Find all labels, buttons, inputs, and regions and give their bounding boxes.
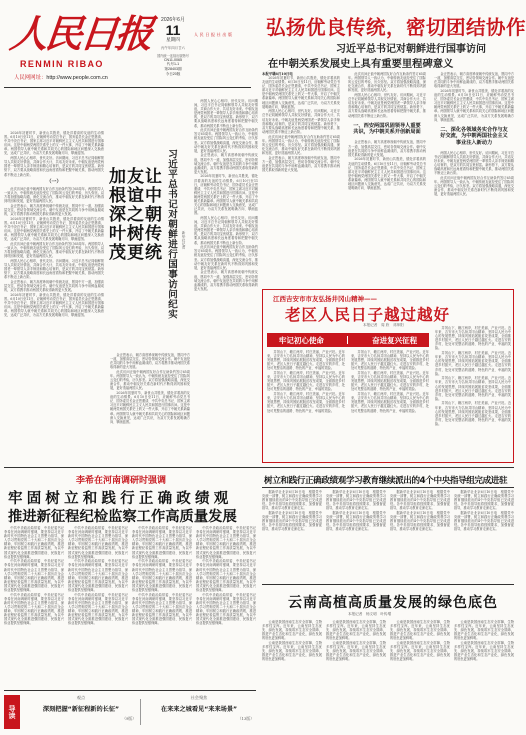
boxed-paragraph-8: 井冈山下，赣江两岸，村庄美丽，产业兴旺。近年来，吉安市大力弘扬井冈山精神，坚持以人民为中心的发展思想，持续巩固拓展脱贫攻坚成果，全面推进乡村振兴，老区人民日子越过越红火。走进吉安的乡村，处处可见整洁的道路、特色的产业、幸福的笑脸。 [435, 351, 511, 376]
website-link[interactable]: http://www.people.com.cn [46, 75, 108, 81]
boxed-col-b [351, 350, 429, 460]
lead-paragraph-9: 金正恩表示，朝方高度珍视朝中传统友谊，愿同中方一道，加强高层交往，密切各领域交流合作。朝中友谊是在共同的斗争中用鲜血凝成的，双方将携手推动两国关系取得新的更大发展。 [434, 72, 514, 89]
feature-title-line-1: 让中朝传统 [141, 167, 161, 262]
feature-paragraph-16: 金正恩表示，朝方高度珍视朝中传统友谊，愿同中方一道，加强高层交往，密切各领域交流合作。朝中友谊是在共同的斗争中用鲜血凝成的，双方将携手推动两国关系取得新的更大发展。 [194, 270, 258, 291]
bottom-left-title-2[interactable]: 推进新征程纪检监察工作高质量发展 [8, 509, 237, 525]
feature-paragraph-15: 此次访问正值中朝两国友好合作互助条约签订65周年。两国领导人一致认为，中朝传统友谊经受住了国际风云变幻的考验，历久弥坚。双方将加强战略沟通，深化交流合作，推动中朝友好关系在新时代不断得到巩固和发展，更好造福两国人民。 [194, 245, 258, 270]
bottom-right-article [262, 470, 514, 580]
guide-item-2-page: （13版） [237, 716, 254, 721]
bottom-right-paragraph-1: 据新华社北京6月10日电 根据党中央统一部署，树立和践行正确政绩观学习教育继续派出的4个中央指导组已完成进驻。各中央指导组将按照要求，加强督促指导，推动学习教育走深走实。 [262, 490, 322, 511]
yunnan-col-a [262, 620, 322, 732]
bottom-right-paragraph-7: 据新华社北京6月10日电 根据党中央统一部署，树立和践行正确政绩观学习教育继续派出的4个中央指导组已完成进驻。各中央指导组将按照要求，加强督促指导，推动学习教育走深走实。 [454, 490, 514, 511]
boxed-feature [262, 289, 514, 463]
feature-paragraph-12: 金正恩表示，朝方高度珍视朝中传统友谊，愿同中方一道，加强高层交往，密切各领域交流合作。朝中友谊是在共同的斗争中用鲜血凝成的，双方将携手推动两国关系取得新的更大发展。 [194, 153, 258, 174]
lead-paragraph-2: 两国人民心心相印，世代友好。访问期间，习近平总书记同朝鲜领导人共叙友好情谊，共商合作大计，共话友好未来。中朝友谊是两党两国老一辈领导人亲手缔造和精心培育的，是双方的共同宝贵财富。新形势下，双方要从战略高度和长远角度看待和把握中朝关系，推动两国关系不断迈上新台阶。 [262, 109, 340, 134]
yunnan-paragraph-1: 云南是我国西南生态安全屏障，生物多样性宝库。近年来，云南坚持生态优先、绿色发展，持续筑牢生态安全屏障，推进产业生态化和生态产业化，绿色发展的底色更加鲜明。 [262, 620, 322, 641]
feature-title-line-3: 加根深叶茂 [105, 167, 125, 262]
lead-paragraph-7: 金正恩表示，朝方高度珍视朝中传统友谊，愿同中方一道，加强高层交往，密切各领域交流合作。朝中友谊是在共同的斗争中用鲜血凝成的，双方将携手推动两国关系取得新的更大发展。 [348, 140, 426, 157]
feature-paragraph-3: 此次访问正值中朝两国友好合作互助条约签订65周年。两国领导人一致认为，中朝传统友谊经受住了国际风云变幻的考验，历久弥坚。双方将加强战略沟通，深化交流合作，推动中朝友好关系在新时代不断得到巩固和发展，更好造福两国人民。 [4, 186, 104, 203]
feature-block [4, 91, 259, 461]
website-label: 人民网网址： [14, 75, 47, 81]
date-month: 2026年6月 [161, 17, 185, 23]
website-url [14, 73, 108, 81]
bottom-right-title[interactable]: 树立和践行正确政绩观学习教育继续派出的4个中央指导组完成进驻 [264, 476, 508, 486]
lunar-date: 丙午年四月廿六 [161, 46, 185, 50]
section-heading-1: 一、西安两国巩固领导人重要共识，为中朝关系开创新局面 [353, 122, 421, 136]
lead-subtitle-1: 习近平总书记对朝鲜进行国事访问 [336, 44, 486, 55]
lead-subtitle-2: 在中朝关系发展史上具有重要里程碑意义 [268, 58, 454, 70]
bottom-left-paragraph-11: 中共中央政治局常委、中央纪委书记李希在河南调研时强调，要坚持以习近平新时代中国特色社会主义思想为指导，深入学习贯彻党的二十大和二十届历次全会精神，牢固树立和践行正确政绩观，推进新征程纪检监察工作高质量发展，为以中国式现代化全面推进强国建设、民族复兴伟业提供坚强保障。 [196, 559, 256, 592]
feature-title-line-2: 友谊之树更 [123, 167, 143, 262]
yunnan-article [262, 584, 514, 732]
bottom-right-col-a [262, 490, 322, 578]
boxed-paragraph-5: 井冈山下，赣江两岸，村庄美丽，产业兴旺。近年来，吉安市大力弘扬井冈山精神，坚持以人民为中心的发展思想，持续巩固拓展脱贫攻坚成果，全面推进乡村振兴，老区人民日子越过越红火。走进吉安的乡村，处处可见整洁的道路、特色的产业、幸福的笑脸。 [351, 371, 429, 392]
feature-paragraph-14: 两国人民心心相印，世代友好。访问期间，习近平总书记同朝鲜领导人共叙友好情谊，共商合作大计，共话友好未来。中朝友谊是两党两国老一辈领导人亲手缔造和精心培育的，是双方的共同宝贵财富。新形势下，双方要从战略高度和长远角度看待和把握中朝关系，推动两国关系不断迈上新台阶。 [194, 216, 258, 245]
masthead [4, 4, 251, 86]
bottom-left-paragraph-6: 中共中央政治局常委、中央纪委书记李希在河南调研时强调，要坚持以习近平新时代中国特色社会主义思想为指导，深入学习贯彻党的二十大和二十届历次全会精神，牢固树立和践行正确政绩观，推进新征程纪检监察工作高质量发展，为以中国式现代化全面推进强国建设、民族复兴伟业提供坚强保障。 [68, 592, 128, 626]
yunnan-paragraph-8: 云南是我国西南生态安全屏障，生物多样性宝库。近年来，云南坚持生态优先、绿色发展，持续筑牢生态安全屏障，推进产业生态化和生态产业化，绿色发展的底色更加鲜明。 [454, 641, 514, 662]
bottom-left-col-d [196, 526, 256, 688]
feature-paragraph-7: 两国人民心心相印，世代友好。访问期间，习近平总书记同朝鲜领导人共叙友好情谊，共商合作大计，共话友好未来。中朝友谊是两党两国老一辈领导人亲手缔造和精心培育的，是双方的共同宝贵财富。新形势下，双方要从战略高度和长远角度看待和把握中朝关系，推动两国关系不断迈上新台阶。 [4, 258, 104, 280]
section-heading-2: 二、深化各领域务实合作与友好交流，为中朝两国社会主义事业注入新动力 [440, 126, 508, 146]
lead-paragraph-1: 2026年初夏时节，新世山共胜美，德处洋着高的友谊的生动情景。6月10日至11日，应朝鲜劳动党总书记、国务委员长金正恩邀请，中共中央总书记、国家主席习近平对朝鲜民主主义人民共和国进行国事访问。这是中朝两党两国关系史上的又一件大事，开启了中朝关系新篇章。两国领导人就中朝关系和共同关心的国际和地区问题深入交换意见，达成广泛共识，为双方关系发展明确方向、擘画蓝图。 [262, 76, 340, 109]
boxed-paragraph-4: 井冈山下，赣江两岸，村庄美丽，产业兴旺。近年来，吉安市大力弘扬井冈山精神，坚持以人民为中心的发展思想，持续巩固拓展脱贫攻坚成果，全面推进乡村振兴，老区人民日子越过越红火。走进吉安的乡村，处处可见整洁的道路、特色的产业、幸福的笑脸。 [351, 350, 429, 371]
feature-byline-text: 新华社记者 [182, 231, 186, 249]
yunnan-byline: 本报记者 杨文明 叶传增 [348, 612, 392, 616]
feature-paragraph-18: 此次访问正值中朝两国友好合作互助条约签订65周年。两国领导人一致认为，中朝传统友谊经受住了国际风云变幻的考验，历久弥坚。双方将加强战略沟通，深化交流合作，推动中朝友好关系在新时代不断得到巩固和发展，更好造福两国人民。 [110, 369, 190, 391]
banner-left-text: 牢记初心使命 [278, 335, 324, 345]
banner-right-text: 奋进复兴征程 [372, 335, 418, 345]
guide-item-1-tag: 观点 [76, 695, 86, 700]
section-mark: （一） [46, 178, 62, 185]
bottom-right-paragraph-2: 据新华社北京6月10日电 根据党中央统一部署，树立和践行正确政绩观学习教育继续派出的4个中央指导组已完成进驻。各中央指导组将按照要求，加强督促指导，推动学习教育走深走实。 [262, 511, 322, 532]
bottom-left-col-b [68, 526, 128, 688]
boxed-paragraph-6: 井冈山下，赣江两岸，村庄美丽，产业兴旺。近年来，吉安市大力弘扬井冈山精神，坚持以人民为中心的发展思想，持续巩固拓展脱贫攻坚成果，全面推进乡村振兴，老区人民日子越过越红火。走进吉安的乡村，处处可见整洁的道路、特色的产业、幸福的笑脸。 [351, 392, 429, 413]
lead-paragraph-10: 2026年初夏时节，新世山共胜美，德处洋着高的友谊的生动情景。6月10日至11日，应朝鲜劳动党总书记、国务委员长金正恩邀请，中共中央总书记、国家主席习近平对朝鲜民主主义人民共和国进行国事访问。这是中朝两党两国关系史上的又一件大事，开启了中朝关系新篇章。两国领导人就中朝关系和共同关心的国际和地区问题深入交换意见，达成广泛共识，为双方关系发展明确方向、擘画蓝图。 [434, 88, 514, 122]
bottom-left-article [4, 470, 256, 688]
lead-paragraph-4: 金正恩表示，朝方高度珍视朝中传统友谊，愿同中方一道，加强高层交往，密切各领域交流合作。朝中友谊是在共同的斗争中用鲜血凝成的，双方将携手推动两国关系取得新的更大发展。 [262, 155, 340, 172]
guide-item-2[interactable] [144, 695, 254, 729]
logo-pinyin: RENMIN RIBAO [20, 59, 104, 69]
bottom-left-paragraph-12: 中共中央政治局常委、中央纪委书记李希在河南调研时强调，要坚持以习近平新时代中国特色社会主义思想为指导，深入学习贯彻党的二十大和二十届历次全会精神，牢固树立和践行正确政绩观，推进新征程纪检监察工作高质量发展，为以中国式现代化全面推进强国建设、民族复兴伟业提供坚强保障。 [196, 592, 256, 626]
bottom-right-col-d [454, 490, 514, 578]
lead-headline[interactable]: 弘扬优良传统，密切团结协作 [266, 16, 526, 39]
date-weekday: 星期四 [166, 37, 180, 42]
feature-paragraph-17: 金正恩表示，朝方高度珍视朝中传统友谊，愿同中方一道，加强高层交往，密切各领域交流合作。朝中友谊是在共同的斗争中用鲜血凝成的，双方将携手推动两国关系取得新的更大发展。 [110, 353, 190, 370]
bottom-left-paragraph-2: 中共中央政治局常委、中央纪委书记李希在河南调研时强调，要坚持以习近平新时代中国特色社会主义思想为指导，深入学习贯彻党的二十大和二十届历次全会精神，牢固树立和践行正确政绩观，推进新征程纪检监察工作高质量发展，为以中国式现代化全面推进强国建设、民族复兴伟业提供坚强保障。 [4, 559, 64, 592]
bottom-left-paragraph-8: 中共中央政治局常委、中央纪委书记李希在河南调研时强调，要坚持以习近平新时代中国特色社会主义思想为指导，深入学习贯彻党的二十大和二十届历次全会精神，牢固树立和践行正确政绩观，推进新征程纪检监察工作高质量发展，为以中国式现代化全面推进强国建设、民族复兴伟业提供坚强保障。 [132, 559, 192, 592]
bottom-left-paragraph-10: 中共中央政治局常委、中央纪委书记李希在河南调研时强调，要坚持以习近平新时代中国特色社会主义思想为指导，深入学习贯彻党的二十大和二十届历次全会精神，牢固树立和践行正确政绩观，推进新征程纪检监察工作高质量发展，为以中国式现代化全面推进强国建设、民族复兴伟业提供坚强保障。 [196, 526, 256, 559]
lead-col-b [348, 72, 426, 284]
bottom-right-paragraph-3: 据新华社北京6月10日电 根据党中央统一部署，树立和践行正确政绩观学习教育继续派出的4个中央指导组已完成进驻。各中央指导组将按照要求，加强督促指导，推动学习教育走深走实。 [326, 490, 386, 511]
lead-paragraph-8: 2026年初夏时节，新世山共胜美，德处洋着高的友谊的生动情景。6月10日至11日，应朝鲜劳动党总书记、国务委员长金正恩邀请，中共中央总书记、国家主席习近平对朝鲜民主主义人民共和国进行国事访问。这是中朝两党两国关系史上的又一件大事，开启了中朝关系新篇章。两国领导人就中朝关系和共同关心的国际和地区问题深入交换意见，达成广泛共识，为双方关系发展明确方向、擘画蓝图。 [348, 157, 426, 191]
page-count: 今日20版 [165, 72, 181, 76]
yunnan-title[interactable]: 云南高植高质量发展的绿色底色 [288, 595, 498, 611]
issue-number: 第28403期 [164, 67, 182, 71]
issue-code: 代号1-1 [166, 62, 180, 66]
bottom-left-paragraph-9: 中共中央政治局常委、中央纪委书记李希在河南调研时强调，要坚持以习近平新时代中国特色社会主义思想为指导，深入学习贯彻党的二十大和二十届历次全会精神，牢固树立和践行正确政绩观，推进新征程纪检监察工作高质量发展，为以中国式现代化全面推进强国建设、民族复兴伟业提供坚强保障。 [132, 592, 192, 626]
lead-col-c [434, 72, 514, 284]
boxed-paragraph-7: 井冈山下，赣江两岸，村庄美丽，产业兴旺。近年来，吉安市大力弘扬井冈山精神，坚持以人民为中心的发展思想，持续巩固拓展脱贫攻坚成果，全面推进乡村振兴，老区人民日子越过越红火。走进吉安的乡村，处处可见整洁的道路、特色的产业、幸福的笑脸。 [435, 326, 511, 351]
lead-paragraph-6: 两国人民心心相印，世代友好。访问期间，习近平总书记同朝鲜领导人共叙友好情谊，共商合作大计，共话友好未来。中朝友谊是两党两国老一辈领导人亲手缔造和精心培育的，是双方的共同宝贵财富。新形势下，双方要从战略高度和长远角度看待和把握中朝关系，推动两国关系不断迈上新台阶。 [348, 93, 426, 118]
serial-number: CN11-0065 [163, 58, 183, 62]
guide-divider [140, 699, 141, 725]
feature-paragraph-2: 两国人民心心相印，世代友好。访问期间，习近平总书记同朝鲜领导人共叙友好情谊，共商合作大计，共话友好未来。中朝友谊是两党两国老一辈领导人亲手缔造和精心培育的，是双方的共同宝贵财富。新形势下，双方要从战略高度和长远角度看待和把握中朝关系，推动两国关系不断迈上新台阶。 [4, 156, 104, 177]
guide-item-1[interactable] [26, 695, 136, 729]
guide-item-2-tag: 社会聚焦 [190, 695, 208, 700]
date-block [156, 16, 190, 77]
feature-paragraph-8: 金正恩表示，朝方高度珍视朝中传统友谊，愿同中方一道，加强高层交往，密切各领域交流合作。朝中友谊是在共同的斗争中用鲜血凝成的，双方将携手推动两国关系取得新的更大发展。 [4, 279, 104, 292]
feature-paragraph-1: 2026年初夏时节，新世山共胜美，德处洋着高的友谊的生动情景。6月10日至11日，应朝鲜劳动党总书记、国务委员长金正恩邀请，中共中央总书记、国家主席习近平对朝鲜民主主义人民共和国进行国事访问。这是中朝两党两国关系史上的又一件大事，开启了中朝关系新篇章。两国领导人就中朝关系和共同关心的国际和地区问题深入交换意见，达成广泛共识，为双方关系发展明确方向、擘画蓝图。 [4, 131, 104, 156]
feature-paragraph-10: 两国人民心心相印，世代友好。访问期间，习近平总书记同朝鲜领导人共叙友好情谊，共商合作大计，共话友好未来。中朝友谊是两党两国老一辈领导人亲手缔造和精心培育的，是双方的共同宝贵财富。新形势下，双方要从战略高度和长远角度看待和把握中朝关系，推动两国关系不断迈上新台阶。 [194, 99, 258, 128]
date-day: 11 [165, 22, 181, 38]
lead-paragraph-12: 此次访问正值中朝两国友好合作互助条约签订65周年。两国领导人一致认为，中朝传统友谊经受住了国际风云变幻的考验，历久弥坚。双方将加强战略沟通，深化交流合作，推动中朝友好关系在新时代不断得到巩固和发展，更好造福两国人民。 [434, 176, 514, 197]
boxed-col-c [435, 326, 511, 460]
bottom-left-col-a [4, 526, 64, 688]
lead-paragraph-11: 两国人民心心相印，世代友好。访问期间，习近平总书记同朝鲜领导人共叙友好情谊，共商合作大计，共话友好未来。中朝友谊是两党两国老一辈领导人亲手缔造和精心培育的，是双方的共同宝贵财富。新形势下，双方要从战略高度和长远角度看待和把握中朝关系，推动两国关系不断迈上新台阶。 [434, 150, 514, 176]
boxed-title[interactable]: 老区人民日子越过越好 [285, 306, 451, 324]
newspaper-logo: 人民日报 [7, 11, 153, 56]
bottom-right-col-c [390, 490, 450, 578]
feature-side-title: 习近平总书记对朝鲜进行国事访问纪实 [166, 149, 177, 319]
yunnan-col-d [454, 620, 514, 732]
bottom-left-paragraph-4: 中共中央政治局常委、中央纪委书记李希在河南调研时强调，要坚持以习近平新时代中国特色社会主义思想为指导，深入学习贯彻党的二十大和二十届历次全会精神，牢固树立和践行正确政绩观，推进新征程纪检监察工作高质量发展，为以中国式现代化全面推进强国建设、民族复兴伟业提供坚强保障。 [68, 526, 128, 559]
boxed-col-a [267, 350, 345, 460]
guide-bar [4, 690, 256, 731]
feature-paragraph-4: 金正恩表示，朝方高度珍视朝中传统友谊，愿同中方一道，加强高层交往，密切各领域交流合作。朝中友谊是在共同的斗争中用鲜血凝成的，双方将携手推动两国关系取得新的更大发展。 [4, 203, 104, 216]
lead-headline-block [256, 4, 526, 70]
lead-paragraph-3: 此次访问正值中朝两国友好合作互助条约签订65周年。两国领导人一致认为，中朝传统友谊经受住了国际风云变幻的考验，历久弥坚。双方将加强战略沟通，深化交流合作，推动中朝友好关系在新时代不断得到巩固和发展，更好造福两国人民。 [262, 134, 340, 155]
feature-column-1 [4, 131, 104, 461]
bottom-right-paragraph-5: 据新华社北京6月10日电 根据党中央统一部署，树立和践行正确政绩观学习教育继续派出的4个中央指导组已完成进驻。各中央指导组将按照要求，加强督促指导，推动学习教育走深走实。 [390, 490, 450, 511]
yunnan-paragraph-7: 云南是我国西南生态安全屏障，生物多样性宝库。近年来，云南坚持生态优先、绿色发展，持续筑牢生态安全屏障，推进产业生态化和生态产业化，绿色发展的底色更加鲜明。 [454, 620, 514, 641]
yunnan-paragraph-4: 云南是我国西南生态安全屏障，生物多样性宝库。近年来，云南坚持生态优先、绿色发展，持续筑牢生态安全屏障，推进产业生态化和生态产业化，绿色发展的底色更加鲜明。 [326, 641, 386, 662]
boxed-banner [267, 333, 429, 347]
banner-divider [347, 336, 348, 344]
serial-number-label: 国内统一连续出版物号 [157, 54, 189, 58]
boxed-paragraph-3: 井冈山下，赣江两岸，村庄美丽，产业兴旺。近年来，吉安市大力弘扬井冈山精神，坚持以人民为中心的发展思想，持续巩固拓展脱贫攻坚成果，全面推进乡村振兴，老区人民日子越过越红火。走进吉安的乡村，处处可见整洁的道路、特色的产业、幸福的笑脸。 [267, 392, 345, 413]
feature-paragraph-6: 此次访问正值中朝两国友好合作互助条约签订65周年。两国领导人一致认为，中朝传统友谊经受住了国际风云变幻的考验，历久弥坚。双方将加强战略沟通，深化交流合作，推动中朝友好关系在新时代不断得到巩固和发展，更好造福两国人民。 [4, 241, 104, 258]
guide-item-2-title: 在来来之城看见“来来场景” [160, 706, 238, 713]
lead-paragraph-5: 此次访问正值中朝两国友好合作互助条约签订65周年。两国领导人一致认为，中朝传统友谊经受住了国际风云变幻的考验，历久弥坚。双方将加强战略沟通，深化交流合作，推动中朝友好关系在新时代不断得到巩固和发展，更好造福两国人民。 [348, 72, 426, 93]
boxed-paragraph-1: 井冈山下，赣江两岸，村庄美丽，产业兴旺。近年来，吉安市大力弘扬井冈山精神，坚持以人民为中心的发展思想，持续巩固拓展脱贫攻坚成果，全面推进乡村振兴，老区人民日子越过越红火。走进吉安的乡村，处处可见整洁的道路、特色的产业、幸福的笑脸。 [267, 350, 345, 371]
lead-col-a [262, 76, 340, 284]
bottom-left-title-1[interactable]: 牢固树立和践行正确政绩观 [8, 491, 233, 507]
feature-paragraph-13: 2026年初夏时节，新世山共胜美，德处洋着高的友谊的生动情景。6月10日至11日，应朝鲜劳动党总书记、国务委员长金正恩邀请，中共中央总书记、国家主席习近平对朝鲜民主主义人民共和国进行国事访问。这是中朝两党两国关系史上的又一件大事，开启了中朝关系新篇章。两国领导人就中朝关系和共同关心的国际和地区问题深入交换意见，达成广泛共识，为双方关系发展明确方向、擘画蓝图。 [194, 174, 258, 216]
section-divider [4, 467, 514, 468]
lead-byline: 本报平壤6月10日电 [262, 72, 293, 76]
bottom-right-paragraph-6: 据新华社北京6月10日电 根据党中央统一部署，树立和践行正确政绩观学习教育继续派出的4个中央指导组已完成进驻。各中央指导组将按照要求，加强督促指导，推动学习教育走深走实。 [390, 511, 450, 532]
yunnan-paragraph-2: 云南是我国西南生态安全屏障，生物多样性宝库。近年来，云南坚持生态优先、绿色发展，持续筑牢生态安全屏障，推进产业生态化和生态产业化，绿色发展的底色更加鲜明。 [262, 641, 322, 662]
yunnan-paragraph-6: 云南是我国西南生态安全屏障，生物多样性宝库。近年来，云南坚持生态优先、绿色发展，持续筑牢生态安全屏障，推进产业生态化和生态产业化，绿色发展的底色更加鲜明。 [390, 641, 450, 662]
bottom-right-col-b [326, 490, 386, 578]
guide-label: 导读 [4, 695, 20, 729]
yunnan-paragraph-5: 云南是我国西南生态安全屏障，生物多样性宝库。近年来，云南坚持生态优先、绿色发展，持续筑牢生态安全屏障，推进产业生态化和生态产业化，绿色发展的底色更加鲜明。 [390, 620, 450, 641]
guide-item-1-title: 深刻把握“新征程新的长征” [42, 706, 120, 713]
bottom-right-paragraph-4: 据新华社北京6月10日电 根据党中央统一部署，树立和践行正确政绩观学习教育继续派出的4个中央指导组已完成进驻。各中央指导组将按照要求，加强督促指导，推动学习教育走深走实。 [326, 511, 386, 532]
boxed-paragraph-2: 井冈山下，赣江两岸，村庄美丽，产业兴旺。近年来，吉安市大力弘扬井冈山精神，坚持以人民为中心的发展思想，持续巩固拓展脱贫攻坚成果，全面推进乡村振兴，老区人民日子越过越红火。走进吉安的乡村，处处可见整洁的道路、特色的产业、幸福的笑脸。 [267, 371, 345, 392]
feature-paragraph-19: 2026年初夏时节，新世山共胜美，德处洋着高的友谊的生动情景。6月10日至11日，应朝鲜劳动党总书记、国务委员长金正恩邀请，中共中央总书记、国家主席习近平对朝鲜民主主义人民共和国进行国事访问。这是中朝两党两国关系史上的又一件大事，开启了中朝关系新篇章。两国领导人就中朝关系和共同关心的国际和地区问题深入交换意见，达成广泛共识，为双方关系发展明确方向、擘画蓝图。 [110, 391, 190, 424]
bottom-left-paragraph-3: 中共中央政治局常委、中央纪委书记李希在河南调研时强调，要坚持以习近平新时代中国特色社会主义思想为指导，深入学习贯彻党的二十大和二十届历次全会精神，牢固树立和践行正确政绩观，推进新征程纪检监察工作高质量发展，为以中国式现代化全面推进强国建设、民族复兴伟业提供坚强保障。 [4, 592, 64, 626]
guide-item-1-page: （9版） [122, 716, 136, 721]
feature-paragraph-5: 2026年初夏时节，新世山共胜美，德处洋着高的友谊的生动情景。6月10日至11日，应朝鲜劳动党总书记、国务委员长金正恩邀请，中共中央总书记、国家主席习近平对朝鲜民主主义人民共和国进行国事访问。这是中朝两党两国关系史上的又一件大事，开启了中朝关系新篇章。两国领导人就中朝关系和共同关心的国际和地区问题深入交换意见，达成广泛共识，为双方关系发展明确方向、擘画蓝图。 [4, 216, 104, 242]
bottom-left-col-c [132, 526, 192, 688]
publisher: 人 民 日 报 社 出 版 [194, 32, 233, 37]
boxed-paragraph-10: 井冈山下，赣江两岸，村庄美丽，产业兴旺。近年来，吉安市大力弘扬井冈山精神，坚持以人民为中心的发展思想，持续巩固拓展脱贫攻坚成果，全面推进乡村振兴，老区人民日子越过越红火。走进吉安的乡村，处处可见整洁的道路、特色的产业、幸福的笑脸。 [435, 401, 511, 426]
lead-article-columns [262, 72, 514, 284]
bottom-right-paragraph-8: 据新华社北京6月10日电 根据党中央统一部署，树立和践行正确政绩观学习教育继续派出的4个中央指导组已完成进驻。各中央指导组将按照要求，加强督促指导，推动学习教育走深走实。 [454, 511, 514, 532]
bottom-left-paragraph-7: 中共中央政治局常委、中央纪委书记李希在河南调研时强调，要坚持以习近平新时代中国特色社会主义思想为指导，深入学习贯彻党的二十大和二十届历次全会精神，牢固树立和践行正确政绩观，推进新征程纪检监察工作高质量发展，为以中国式现代化全面推进强国建设、民族复兴伟业提供坚强保障。 [132, 526, 192, 559]
yunnan-col-b [326, 620, 386, 732]
feature-column-2 [194, 99, 258, 461]
boxed-paragraph-9: 井冈山下，赣江两岸，村庄美丽，产业兴旺。近年来，吉安市大力弘扬井冈山精神，坚持以人民为中心的发展思想，持续巩固拓展脱贫攻坚成果，全面推进乡村振兴，老区人民日子越过越红火。走进吉安的乡村，处处可见整洁的道路、特色的产业、幸福的笑脸。 [435, 376, 511, 401]
yunnan-paragraph-3: 云南是我国西南生态安全屏障，生物多样性宝库。近年来，云南坚持生态优先、绿色发展，持续筑牢生态安全屏障，推进产业生态化和生态产业化，绿色发展的底色更加鲜明。 [326, 620, 386, 641]
bottom-left-kicker: 李希在河南调研时强调 [76, 476, 167, 486]
feature-paragraph-9: 2026年初夏时节，新世山共胜美，德处洋着高的友谊的生动情景。6月10日至11日，应朝鲜劳动党总书记、国务委员长金正恩邀请，中共中央总书记、国家主席习近平对朝鲜民主主义人民共和国进行国事访问。这是中朝两党两国关系史上的又一件大事，开启了中朝关系新篇章。两国领导人就中朝关系和共同关心的国际和地区问题深入交换意见，达成广泛共识，为双方关系发展明确方向、擘画蓝图。 [4, 292, 104, 318]
boxed-kicker: 江西吉安市市友弘扬井冈山精神—— [273, 295, 377, 303]
bottom-left-paragraph-1: 中共中央政治局常委、中央纪委书记李希在河南调研时强调，要坚持以习近平新时代中国特色社会主义思想为指导，深入学习贯彻党的二十大和二十届历次全会精神，牢固树立和践行正确政绩观，推进新征程纪检监察工作高质量发展，为以中国式现代化全面推进强国建设、民族复兴伟业提供坚强保障。 [4, 526, 64, 559]
yunnan-col-c [390, 620, 450, 732]
feature-column-3 [110, 353, 190, 461]
bottom-left-paragraph-5: 中共中央政治局常委、中央纪委书记李希在河南调研时强调，要坚持以习近平新时代中国特色社会主义思想为指导，深入学习贯彻党的二十大和二十届历次全会精神，牢固树立和践行正确政绩观，推进新征程纪检监察工作高质量发展，为以中国式现代化全面推进强国建设、民族复兴伟业提供坚强保障。 [68, 559, 128, 592]
feature-byline [182, 231, 192, 291]
feature-paragraph-11: 此次访问正值中朝两国友好合作互助条约签订65周年。两国领导人一致认为，中朝传统友谊经受住了国际风云变幻的考验，历久弥坚。双方将加强战略沟通，深化交流合作，推动中朝友好关系在新时代不断得到巩固和发展，更好造福两国人民。 [194, 128, 258, 153]
boxed-byline: 本报记者 周 欣 邓帅阳 [363, 323, 404, 327]
